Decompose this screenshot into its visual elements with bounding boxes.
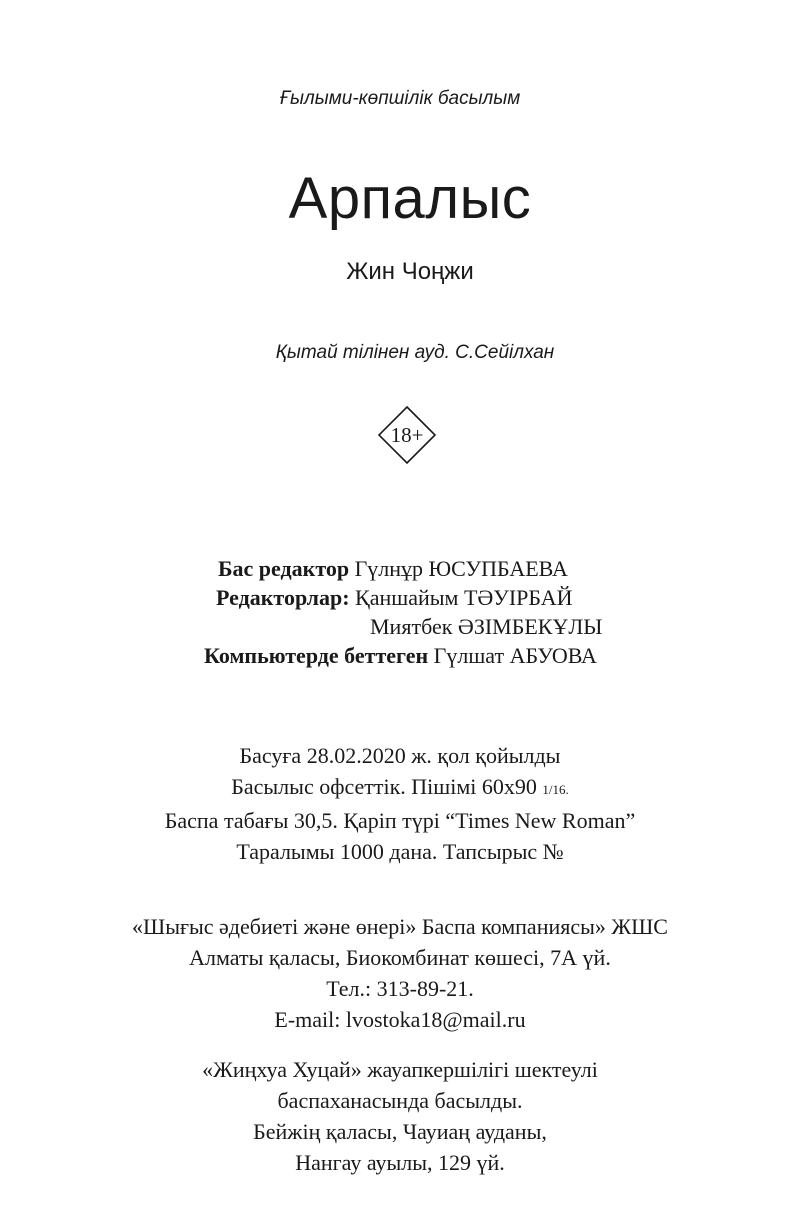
publisher-email: E-mail: lvostoka18@mail.ru xyxy=(274,1007,526,1032)
chief-editor-name: Гүлнұр ЮСУПБАЕВА xyxy=(354,556,568,581)
translator-credit: Қытай тілінен ауд. С.Сейілхан xyxy=(275,342,555,363)
author-name: Жин Чоңжи xyxy=(346,258,474,285)
age-rating-badge xyxy=(377,405,437,465)
chief-editor-label: Бас редактор xyxy=(218,556,350,581)
printer-block xyxy=(0,1054,800,1178)
printer-city: Бейжің қаласы, Чауиаң ауданы, xyxy=(253,1119,547,1144)
layout-label: Компьютерде беттеген xyxy=(204,643,429,668)
chief-editor-line xyxy=(218,556,568,582)
print-format: Басылыс офсеттік. Пішімі 60х90 1/16. xyxy=(231,774,569,799)
editor-2-name: Миятбек ӘЗІМБЕКҰЛЫ xyxy=(370,614,603,639)
print-sheets: Баспа табағы 30,5. Қаріп түрі “Times New Roman” xyxy=(164,808,636,833)
print-date: Басуға 28.02.2020 ж. қол қойылды xyxy=(239,743,561,768)
editors-label: Редакторлар: xyxy=(216,585,350,610)
printer-name: «Жиңхуа Хуцай» жауапкершілігі шектеулі xyxy=(202,1057,598,1082)
layout-line xyxy=(204,643,597,669)
publisher-phone: Тел.: 313-89-21. xyxy=(326,976,474,1001)
layout-name: Гүлшат АБУОВА xyxy=(433,643,597,668)
print-run: Таралымы 1000 дана. Тапсырыс № xyxy=(236,839,564,864)
printer-address: Нангау ауылы, 129 үй. xyxy=(295,1150,505,1175)
genre-label: Ғылыми-көпшілік басылым xyxy=(279,88,521,109)
publisher-address: Алматы қаласы, Биокомбинат көшесі, 7А үй. xyxy=(189,945,611,970)
publisher-block xyxy=(0,911,800,1035)
publisher-name: «Шығыс әдебиеті және өнері» Баспа компаниясы» ЖШС xyxy=(132,914,668,939)
age-rating-text: 18+ xyxy=(390,423,424,447)
book-title: Арпалыс xyxy=(288,166,532,231)
print-info-block xyxy=(0,740,800,867)
printer-printed: баспаханасында басылды. xyxy=(277,1088,523,1113)
editor-1-name: Қаншайым ТӘУІРБАЙ xyxy=(355,585,573,610)
editors-line xyxy=(216,585,573,611)
